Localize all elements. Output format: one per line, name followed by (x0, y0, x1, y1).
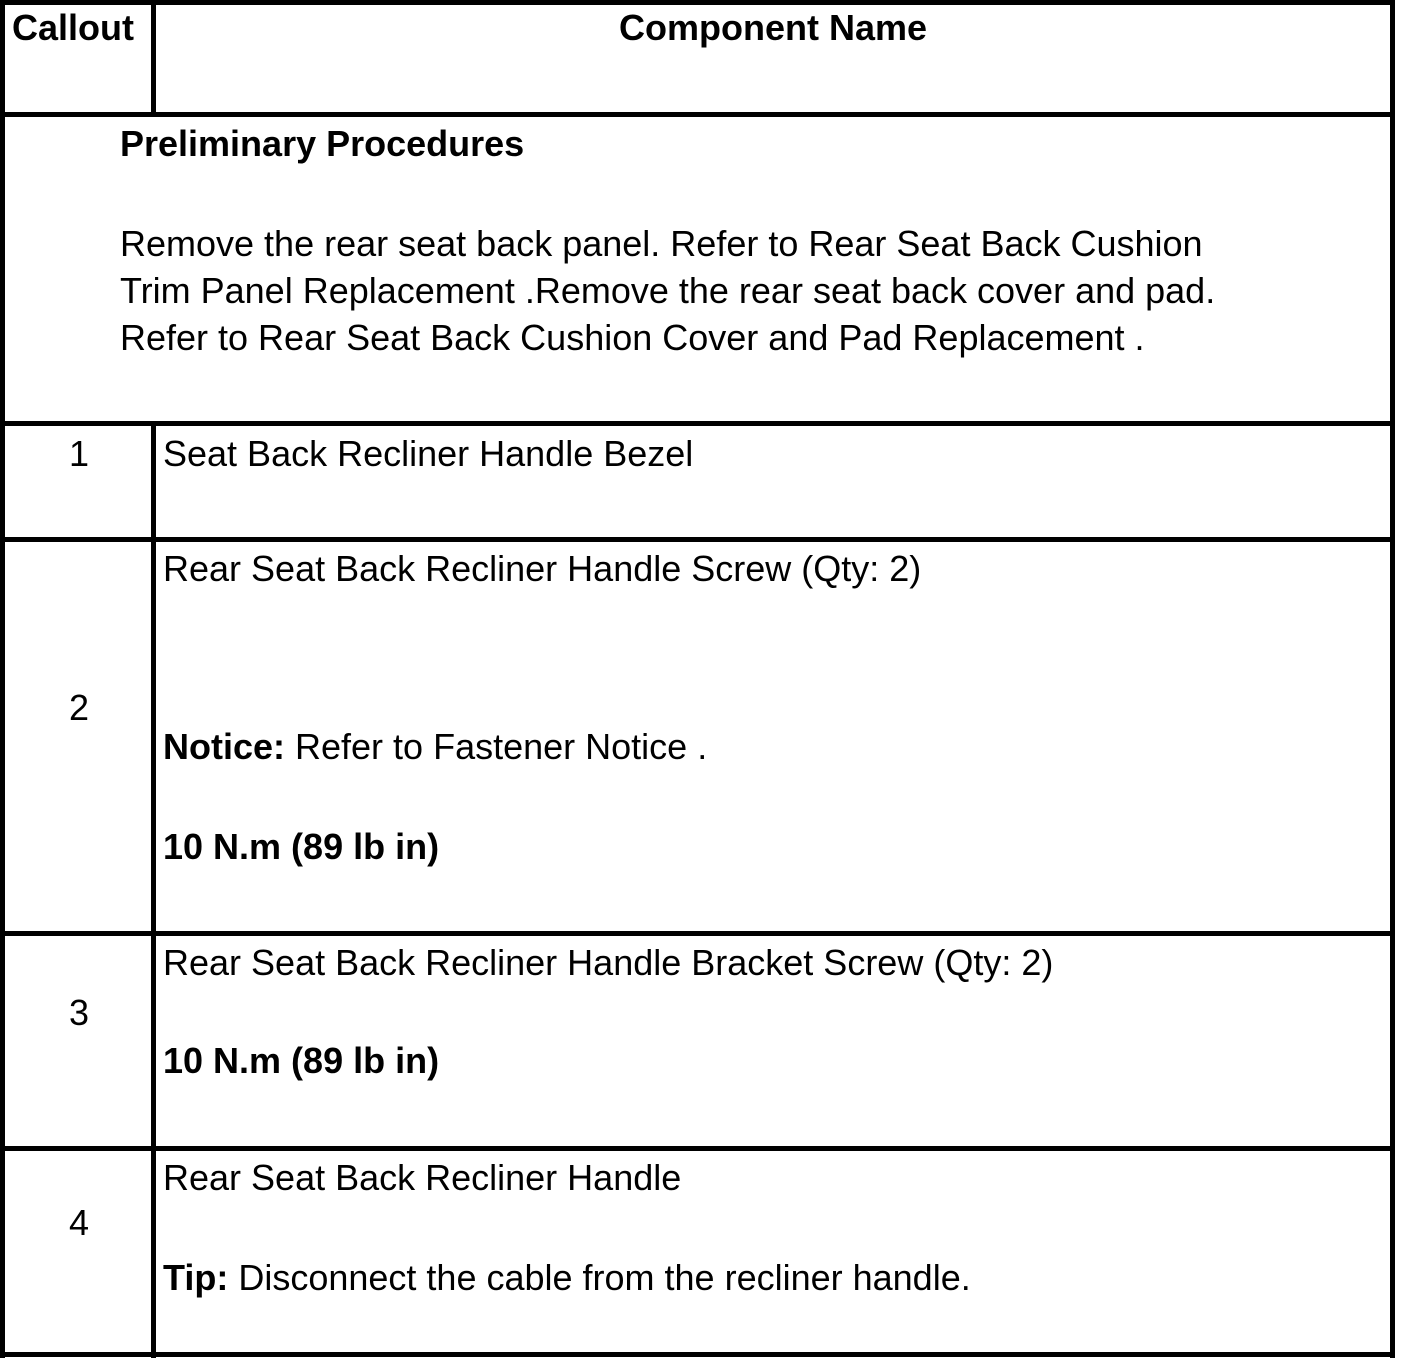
callout-number: 4 (68, 1202, 90, 1243)
callout-number: 2 (68, 687, 90, 728)
tip-line (163, 1255, 971, 1301)
notice-label: Notice: (163, 726, 286, 767)
torque-spec: 10 N.m (89 lb in) (163, 1040, 440, 1081)
component-name: Rear Seat Back Recliner Handle (163, 1157, 682, 1198)
callout-number: 3 (68, 992, 90, 1033)
table-border-right (1390, 0, 1395, 1358)
row-divider (0, 537, 1395, 542)
callout-number: 1 (68, 433, 90, 474)
tip-text: Disconnect the cable from the recliner handle. (228, 1257, 971, 1298)
component-name: Rear Seat Back Recliner Handle Screw (Qty: 2) (163, 548, 922, 589)
component-name-header: Component Name (618, 7, 928, 48)
tip-label: Tip: (163, 1257, 229, 1298)
component-name: Rear Seat Back Recliner Handle Bracket Screw (Qty: 2) (163, 942, 1054, 983)
preliminary-line: Remove the rear seat back panel. Refer to Rear Seat Back Cushion (120, 223, 1203, 264)
notice-line (163, 724, 707, 770)
table-border-left (0, 0, 5, 1358)
torque-spec: 10 N.m (89 lb in) (163, 826, 440, 867)
table-border-bottom (0, 1352, 1395, 1357)
preliminary-line: Trim Panel Replacement .Remove the rear seat back cover and pad. (120, 270, 1216, 311)
callout-header: Callout (12, 7, 134, 48)
component-name: Seat Back Recliner Handle Bezel (163, 433, 694, 474)
preliminary-title: Preliminary Procedures (120, 123, 525, 164)
preliminary-line: Refer to Rear Seat Back Cushion Cover and Pad Replacement . (120, 317, 1145, 358)
row-divider (0, 112, 1395, 117)
notice-text: Refer to Fastener Notice . (285, 726, 708, 767)
row-divider (0, 931, 1395, 936)
row-divider (0, 421, 1395, 426)
row-divider (0, 1146, 1395, 1151)
